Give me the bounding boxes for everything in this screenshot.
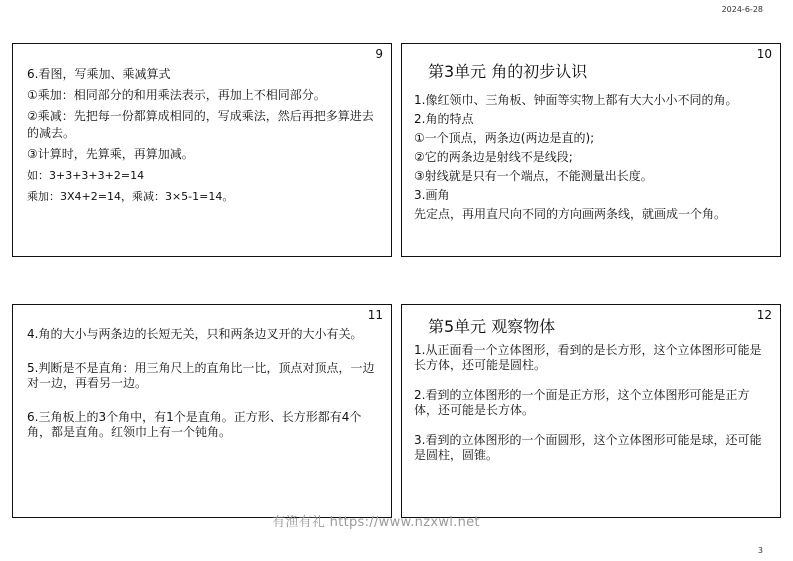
slide-line: 5.判断是不是直角：用三角尺上的直角比一比，顶点对顶点，一边对一边，再看另一边。 [27,361,375,390]
slide-line: 2.角的特点 [414,112,474,126]
slide-number: 12 [756,308,772,322]
slide-line: 6.三角板上的3个角中，有1个是直角。正方形、长方形都有4个角，都是直角。红领巾上有一个钝角。 [27,410,362,439]
slide-line: ③计算时，先算乘，再算加减。 [27,147,194,161]
slide-line: ③射线就是只有一个端点，不能测量出长度。 [414,169,653,183]
slide-line: 先定点，再用直尺向不同的方向画两条线，就画成一个角。 [414,207,727,221]
slide-line: ②乘减：先把每一份都算成相同的，写成乘法，然后再把多算进去的减去。 [27,109,374,140]
slide-title: 第3单元 角的初步认识 [428,62,588,81]
slide-line: 2.看到的立体图形的一个面是正方形，这个立体图形可能是正方体，还可能是长方体。 [414,388,750,417]
slide-line: ②它的两条边是射线不是线段; [414,150,573,164]
slide-number: 11 [367,308,383,322]
slide-line: 1.从正面看一个立体图形，看到的是长方形，这个立体图形可能是长方体，还可能是圆柱。 [414,343,762,372]
slide-body [27,66,381,209]
watermark-text: 有渔有礼 https://www.nzxwl.net [272,515,480,530]
slide-title: 第5单元 观察物体 [428,317,556,336]
slide-line: 3.看到的立体图形的一个面圆形，这个立体图形可能是球，还可能是圆柱，圆锥。 [414,433,762,462]
slide-body [27,327,381,459]
slide-12 [401,304,781,518]
slide-line: ①乘加：相同部分的和用乘法表示，再加上不相同部分。 [27,88,326,102]
slide-body [414,62,770,225]
slide-number: 10 [756,47,772,61]
slide-body [414,317,770,478]
print-date: 2024-6-28 [721,5,763,14]
slide-9 [12,43,392,257]
slide-line: 乘加：3X4+2=14，乘减：3×5-1=14。 [27,190,234,203]
slide-line: 1.像红领巾、三角板、钟面等实物上都有大大小小不同的角。 [414,93,738,107]
slide-10 [401,43,781,257]
slide-line: ①一个顶点，两条边(两边是直的); [414,131,595,145]
slide-number: 9 [375,47,383,61]
slide-line: 如：3+3+3+3+2=14 [27,169,145,182]
slide-11 [12,304,392,518]
slide-line: 4.角的大小与两条边的长短无关，只和两条边叉开的大小有关。 [27,327,363,341]
page-number: 3 [757,546,763,555]
slide-line: 6.看图，写乘加、乘减算式 [27,67,171,81]
slide-line: 3.画角 [414,188,450,202]
